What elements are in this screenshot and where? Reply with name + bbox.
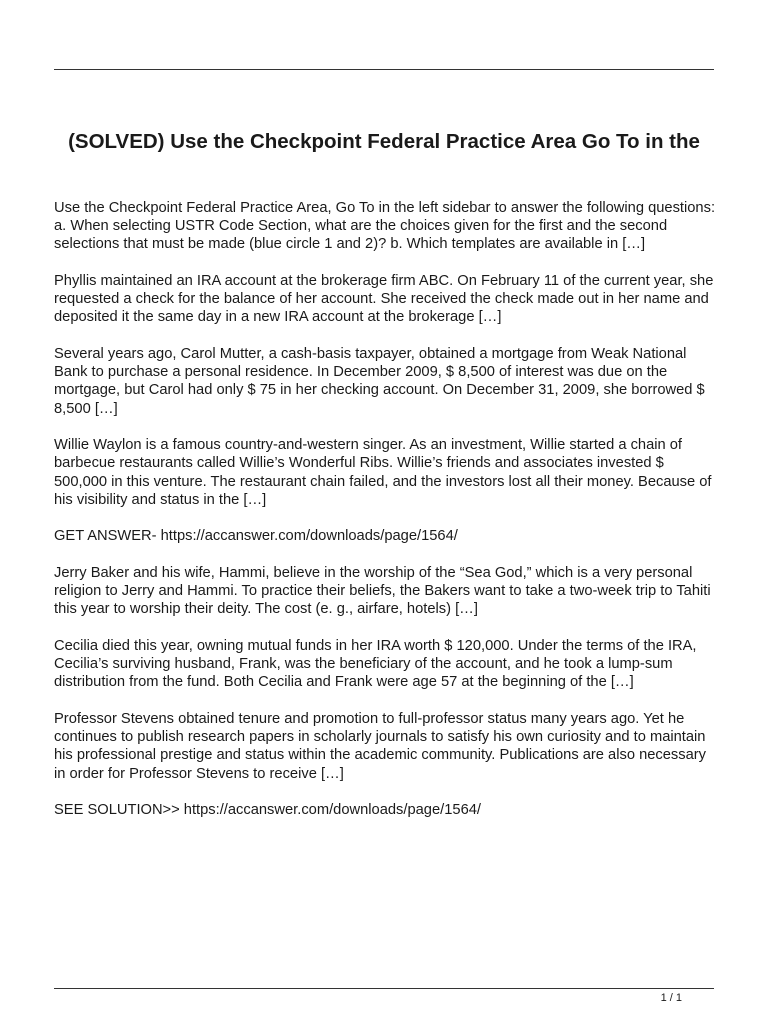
paragraph-jerry-baker: Jerry Baker and his wife, Hammi, believe in the worship of the “Sea God,” which is a very personal religion to Jerry and Hammi. To practice their beliefs, the Bakers want to take a two-week trip to Tahiti this year to worship their deity. The cost (e. g., airfare, hotels) […] <box>54 565 711 618</box>
paragraph-cecilia-ira: Cecilia died this year, owning mutual funds in her IRA worth $ 120,000. Under the terms of the IRA, Cecilia’s surviving husband, Frank, was the beneficiary of the account, and he took a lump-sum distribution from the fund. Both Cecilia and Frank were age 57 at the beginning of the […] <box>54 638 697 691</box>
paragraph-checkpoint-question: Use the Checkpoint Federal Practice Area, Go To in the left sidebar to answer the following questions: a. When selecting USTR Code Section, what are the choices given for the first and the second selections that must be made (blue circle 1 and 2)? b. Which templates are available in […] <box>54 200 716 253</box>
paragraph-carol-mutter: Several years ago, Carol Mutter, a cash-basis taxpayer, obtained a mortgage from Weak National Bank to purchase a personal residence. In December 2009, $ 8,500 of interest was due on the mortgage, but Carol had only $ 75 in her checking account. On December 31, 2009, she borrowed $ 8,500 […] <box>54 346 705 417</box>
document-body <box>54 199 716 838</box>
paragraph-willie-waylon: Willie Waylon is a famous country-and-western singer. As an investment, Willie started a chain of barbecue restaurants called Willie’s Wonderful Ribs. Willie’s friends and associates invested $ 500,000 in this venture. The restaurant chain failed, and the investors lost all their money. Because of his visibility and status in the […] <box>54 437 712 508</box>
get-answer-link[interactable]: GET ANSWER- https://accanswer.com/downloads/page/1564/ <box>54 528 458 545</box>
paragraph-professor-stevens: Professor Stevens obtained tenure and promotion to full-professor status many years ago. Yet he continues to publish research papers in scholarly journals to satisfy his own curiosity and to maintain his professional prestige and status within the academic community. Publications are also necessary in order for Professor Stevens to receive […] <box>54 711 707 782</box>
see-solution-link[interactable]: SEE SOLUTION>> https://accanswer.com/downloads/page/1564/ <box>54 802 481 819</box>
paragraph-phyllis-ira: Phyllis maintained an IRA account at the brokerage firm ABC. On February 11 of the current year, she requested a check for the balance of her account. She received the check made out in her name and deposited it the same day in a new IRA account at the brokerage […] <box>54 273 714 326</box>
page-number: 1 / 1 <box>660 992 682 1004</box>
page-title: (SOLVED) Use the Checkpoint Federal Practice Area Go To in the <box>68 130 700 153</box>
header-divider <box>54 69 714 70</box>
footer-divider <box>54 988 714 989</box>
